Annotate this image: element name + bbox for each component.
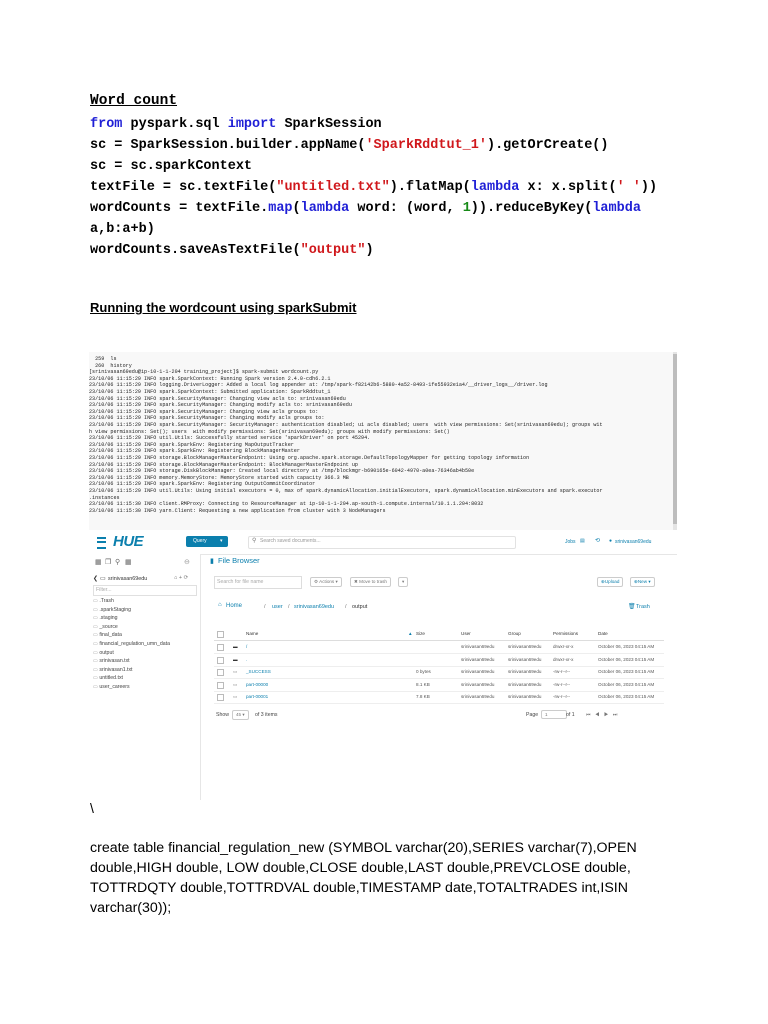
left-file-label: user_careers bbox=[99, 684, 130, 690]
page-value: 1 bbox=[545, 712, 548, 717]
cell-group: srinivasan69edu bbox=[508, 694, 542, 699]
left-file-item[interactable] bbox=[93, 658, 130, 664]
row-checkbox[interactable] bbox=[217, 682, 224, 689]
crumb-slash-3: / bbox=[345, 604, 347, 610]
left-file-item[interactable] bbox=[93, 632, 122, 638]
terminal-line: 23/10/06 11:15:29 INFO spark.SparkContext: Submitted application: SparkRddtut_1 bbox=[89, 389, 331, 395]
move-to-trash-button[interactable]: ✖ Move to trash bbox=[350, 577, 391, 587]
terminal-line: 23/10/06 11:15:29 INFO spark.SecurityManager: Changing view acls to: srinivasan69edu bbox=[89, 395, 346, 402]
home-link[interactable]: Home bbox=[226, 603, 243, 609]
cell-user: srinivasan69edu bbox=[461, 644, 495, 649]
back-icon[interactable]: ❮ bbox=[93, 576, 99, 582]
left-file-item[interactable] bbox=[93, 675, 123, 681]
crumb-user[interactable]: user bbox=[272, 604, 283, 610]
history-icon[interactable]: ⟲ bbox=[595, 538, 601, 544]
code-line-6: a,b:a+b) bbox=[90, 222, 155, 237]
terminal-line: 23/10/06 11:15:30 INFO yarn.Client: Requesting a new application from cluster with 3 NodeManagers bbox=[89, 507, 386, 514]
cell-name[interactable]: part-00000 bbox=[246, 681, 269, 687]
terminal-line: 23/10/06 11:15:29 INFO storage.BlockManagerMasterEndpoint: BlockManagerMasterEndpoint up bbox=[89, 461, 358, 468]
file-icon: ▭ bbox=[93, 649, 100, 656]
actions-label: Actions bbox=[319, 579, 335, 584]
terminal-line: 260 history bbox=[89, 362, 132, 369]
terminal-line: 23/10/06 11:15:29 INFO spark.SecurityManager: Changing modify acls groups to: bbox=[89, 415, 325, 422]
file-browser-icon: ▮ bbox=[210, 558, 214, 565]
select-all-checkbox[interactable] bbox=[217, 631, 224, 638]
show-label: Show bbox=[216, 712, 229, 718]
folder-icon: ▬ bbox=[233, 644, 238, 649]
user-menu[interactable]: srinivasan69edu bbox=[615, 539, 652, 545]
terminal-line: 23/10/06 11:15:29 INFO spark.SecurityManager: Changing view acls groups to: bbox=[89, 408, 319, 415]
menu-icon[interactable] bbox=[97, 537, 106, 549]
jobs-link[interactable]: Jobs bbox=[565, 539, 576, 545]
code-line-4: textFile = sc.textFile("untitled.txt").flatMap(lambda x: x.split(' ')) bbox=[90, 180, 658, 195]
col-date[interactable]: Date bbox=[598, 631, 608, 636]
file-search-placeholder: Search for file name bbox=[217, 579, 264, 585]
code-line-5: wordCounts = textFile.map(lambda word: (word, 1)).reduceByKey(lambda bbox=[90, 201, 641, 216]
search-left-icon[interactable]: ⚲ bbox=[115, 559, 121, 566]
file-icon: ▭ bbox=[93, 684, 100, 690]
file-icon: ▭ bbox=[233, 681, 238, 687]
row-checkbox[interactable] bbox=[217, 694, 224, 701]
cell-name[interactable]: / bbox=[246, 644, 248, 649]
cell-group: srinivasan69edu bbox=[508, 644, 542, 649]
left-file-label: output bbox=[99, 649, 114, 656]
cell-user: srinivasan69edu bbox=[461, 656, 495, 662]
cell-size: 7.8 KB bbox=[416, 694, 430, 699]
left-file-item[interactable] bbox=[93, 684, 130, 690]
cell-name[interactable]: part-00001 bbox=[246, 694, 269, 699]
file-icon: ▭ bbox=[93, 675, 100, 682]
left-file-item[interactable] bbox=[93, 650, 114, 656]
left-file-item[interactable] bbox=[93, 624, 118, 630]
table-row[interactable] bbox=[214, 691, 664, 704]
left-file-label: final_data bbox=[99, 632, 122, 639]
terminal-line: 23/10/06 11:15:29 INFO storage.DiskBlockManager: Created local directory at /tmp/blockmgr-b690165e-6042-4970-a0ea-76346ab4b50e bbox=[89, 468, 475, 475]
left-file-label: _source bbox=[99, 623, 118, 630]
file-icon: ▭ bbox=[93, 666, 100, 673]
file-icon: ▭ bbox=[233, 694, 238, 699]
new-label: New bbox=[637, 579, 648, 584]
crumb-slash-2: / bbox=[288, 604, 290, 610]
left-file-label: .staging bbox=[99, 615, 118, 622]
search-icon: ⚲ bbox=[252, 538, 257, 544]
home-icon: ⌂ bbox=[218, 602, 222, 608]
menu-icon-middle bbox=[97, 541, 106, 543]
col-size[interactable]: Size bbox=[416, 631, 425, 636]
crumb-slash-1: / bbox=[264, 604, 266, 610]
cell-date: October 06, 2023 04:15 AM bbox=[598, 656, 655, 662]
db-icon[interactable]: ▦ bbox=[95, 559, 102, 566]
left-file-label: .sparkStaging bbox=[99, 606, 132, 613]
cell-size: 8.1 KB bbox=[416, 681, 430, 687]
left-path: srinivasan69edu bbox=[108, 576, 148, 582]
upload-label: Upload bbox=[604, 579, 620, 584]
search-placeholder: Search saved documents... bbox=[260, 538, 321, 544]
row-checkbox[interactable] bbox=[217, 669, 224, 676]
trash-link[interactable]: Trash bbox=[636, 604, 650, 610]
jobs-icon: ▤ bbox=[580, 538, 585, 544]
code-line-2: sc = SparkSession.builder.appName('SparkRddtut_1').getOrCreate() bbox=[90, 138, 609, 153]
cell-group: srinivasan69edu bbox=[508, 681, 542, 687]
folder-icon: ▬ bbox=[233, 656, 238, 662]
folder-icon: ▭ bbox=[100, 576, 106, 582]
new-button[interactable]: ⊕New ▾ bbox=[630, 577, 655, 587]
more-button[interactable]: ▾ bbox=[398, 577, 408, 587]
file-icon: ▭ bbox=[93, 598, 100, 604]
terminal-line: [srinivasan69edu@ip-10-1-1-204 training_project]$ spark-submit wordcount.py bbox=[89, 369, 319, 376]
create-table-text: create table financial_regulation_new (SYMBOL varchar(20),SERIES varchar(7),OPEN double,HIGH double, LOW double,CLOSE double,LAST double,PREVCLOSE double, TOTTRDQTY double,TOTTRDVAL double,TIMESTAMP date,TOTALTRADES int,ISIN varchar(30)); bbox=[90, 840, 637, 916]
file-icon: ▭ bbox=[93, 606, 100, 613]
left-file-item[interactable] bbox=[93, 667, 133, 673]
cell-date: October 06, 2023 04:15 AM bbox=[598, 694, 655, 699]
left-file-label: srinivasan1.txt bbox=[99, 666, 133, 673]
show-select[interactable]: 45 ▾ bbox=[232, 710, 249, 720]
terminal-line: 23/10/06 11:15:29 INFO spark.SecurityManager: Changing modify acls to: srinivasan69edu bbox=[89, 402, 352, 409]
terminal-line: 259 ls bbox=[89, 356, 117, 362]
pagination-icons[interactable]: ⏮ ◀ ▶ ⏭ bbox=[586, 712, 618, 718]
cell-size: 0 bytes bbox=[416, 669, 431, 674]
terminal-line: 23/10/06 11:15:29 INFO logging.DriverLogger: Added a local log appender at: /tmp/spark-f82142b6-5880-4a52-8493-1fe55932e1a4/__driver_logs__/driver.log bbox=[89, 382, 548, 389]
col-permissions[interactable]: Permissions bbox=[553, 631, 579, 636]
cell-user: srinivasan69edu bbox=[461, 669, 495, 674]
cell-perm: -rw-r--r-- bbox=[553, 681, 571, 687]
hue-file-browser bbox=[89, 532, 677, 800]
file-icon: ▭ bbox=[93, 623, 100, 630]
terminal-scrollbar[interactable] bbox=[673, 352, 677, 530]
left-file-item[interactable] bbox=[93, 615, 118, 621]
left-file-label: financial_regulation_umn_data bbox=[99, 641, 171, 647]
left-file-item[interactable] bbox=[93, 641, 170, 647]
move-to-trash-label: Move to trash bbox=[359, 579, 387, 584]
col-name[interactable]: Name bbox=[246, 631, 259, 636]
file-icon: ▭ bbox=[93, 658, 100, 665]
left-actions-icons[interactable]: ⌂ + ⟳ bbox=[174, 575, 189, 581]
running-title: Running the wordcount using sparkSubmit bbox=[90, 300, 357, 315]
of-pages: of 1 bbox=[566, 712, 575, 718]
items-count: of 3 items bbox=[255, 712, 278, 718]
col-user[interactable]: User bbox=[461, 631, 471, 636]
terminal-line: 23/10/06 11:15:29 INFO spark.SparkEnv: Registering BlockManagerMaster bbox=[89, 448, 300, 455]
crumb-srinivasan[interactable]: srinivasan69edu bbox=[294, 604, 335, 610]
cell-perm: -rw-r--r-- bbox=[553, 669, 571, 674]
query-caret-icon: ▾ bbox=[220, 538, 223, 544]
collapse-icon[interactable]: ⊖ bbox=[184, 559, 190, 566]
terminal-line: h view permissions: Set(); users with modify permissions: Set(srinivasan69edu); groups with modify permissions: Set() bbox=[89, 428, 450, 435]
page-label: Page bbox=[526, 712, 539, 718]
file-icon: ▭ bbox=[93, 641, 100, 647]
cell-date: October 06, 2023 04:15 AM bbox=[598, 669, 655, 674]
left-file-item[interactable] bbox=[93, 598, 114, 604]
code-line-7: wordCounts.saveAsTextFile("output") bbox=[90, 243, 374, 258]
terminal-line: 23/10/06 11:15:29 INFO spark.SparkContext: Running Spark version 2.4.0-cdh6.2.1 bbox=[89, 375, 331, 382]
file-icon: ▭ bbox=[93, 632, 100, 639]
table-row[interactable] bbox=[214, 641, 664, 654]
page-input[interactable] bbox=[541, 710, 567, 719]
hue-topbar bbox=[89, 532, 677, 555]
file-icon: ▭ bbox=[233, 669, 238, 674]
terminal-line: .instances bbox=[89, 494, 120, 501]
left-file-item[interactable] bbox=[93, 607, 131, 613]
left-filter-placeholder: Filter... bbox=[96, 587, 112, 593]
cell-date: October 06, 2023 04:15 AM bbox=[598, 644, 655, 649]
col-group[interactable]: Group bbox=[508, 631, 521, 636]
left-file-label: untitled.txt bbox=[99, 675, 123, 682]
file-icon: ▭ bbox=[93, 615, 100, 622]
terminal-screenshot bbox=[89, 352, 677, 530]
upload-button[interactable]: ⊕Upload bbox=[597, 577, 623, 587]
terminal-line: 23/10/06 11:15:29 INFO memory.MemoryStore: MemoryStore started with capacity 366.3 MB bbox=[89, 474, 349, 481]
grid-icon[interactable]: ▦ bbox=[125, 559, 132, 566]
cell-user: srinivasan69edu bbox=[461, 681, 495, 687]
terminal-scroll-thumb[interactable] bbox=[673, 354, 677, 524]
left-file-label: .Trash bbox=[99, 598, 114, 604]
query-button-label: Query bbox=[193, 538, 207, 544]
cell-perm: drwxr-xr-x bbox=[553, 644, 574, 649]
terminal-line: 23/10/06 11:15:29 INFO spark.SecurityManager: SecurityManager: authentication disabled; ui acls disabled; users with view permissions: Set(srinivasan69edu); groups wit bbox=[89, 422, 603, 428]
cell-perm: -rw-r--r-- bbox=[553, 694, 571, 699]
sort-icon[interactable]: ▲ bbox=[408, 631, 413, 636]
table-row[interactable] bbox=[214, 654, 664, 667]
code-line-3: sc = sc.sparkContext bbox=[90, 159, 253, 174]
docs-icon[interactable]: ❐ bbox=[105, 559, 112, 566]
table-row[interactable] bbox=[214, 666, 664, 679]
table-header bbox=[214, 628, 664, 641]
row-checkbox[interactable] bbox=[217, 644, 224, 651]
word-count-title: Word count bbox=[90, 93, 178, 109]
terminal-line: 23/10/06 11:15:29 INFO util.Utils: Using initial executors = 0, max of spark.dynamicAllocation.initialExecutors, spark.dynamicAllocation.minExecutors and spark.executor bbox=[89, 488, 603, 494]
show-value: 45 bbox=[236, 712, 242, 717]
terminal-line: 23/10/06 11:15:29 INFO storage.BlockManagerMasterEndpoint: Using org.apache.spark.storage.DefaultTopologyMapper for getting topology information bbox=[89, 455, 530, 461]
cell-perm: drwxr-xr-x bbox=[553, 656, 574, 662]
hue-left-panel bbox=[89, 554, 201, 800]
crumb-output: output bbox=[352, 604, 368, 610]
row-checkbox[interactable] bbox=[217, 657, 224, 664]
terminal-line: 23/10/06 11:15:29 INFO spark.SparkEnv: Registering OutputCommitCoordinator bbox=[89, 481, 316, 488]
cell-group: srinivasan69edu bbox=[508, 669, 542, 674]
cell-user: srinivasan69edu bbox=[461, 694, 495, 699]
table-row[interactable] bbox=[214, 679, 664, 692]
file-browser-title: File Browser bbox=[218, 556, 260, 565]
cell-group: srinivasan69edu bbox=[508, 656, 542, 662]
trash-icon: 🗑 bbox=[628, 604, 636, 610]
actions-button[interactable]: ⚙ Actions ▾ bbox=[310, 577, 342, 587]
user-icon: ● bbox=[609, 538, 613, 544]
terminal-line: 23/10/06 11:15:30 INFO client.RMProxy: Connecting to ResourceManager at ip-10-1-1-204.ap-south-1.compute.internal/10.1.1.204:8032 bbox=[89, 501, 484, 508]
cell-name[interactable]: _SUCCESS bbox=[246, 669, 271, 674]
terminal-line: 23/10/06 11:15:29 INFO util.Utils: Successfully started service 'sparkDriver' on port 45294. bbox=[89, 435, 371, 442]
cell-date: October 06, 2023 04:15 AM bbox=[598, 681, 655, 687]
left-file-label: srinivasan.txt bbox=[99, 658, 130, 665]
terminal-line: 23/10/06 11:15:29 INFO spark.SparkEnv: Registering MapOutputTracker bbox=[89, 441, 294, 448]
code-line-1: from pyspark.sql import SparkSession bbox=[90, 117, 382, 132]
hue-logo: HUE bbox=[113, 533, 144, 550]
cell-name[interactable]: . bbox=[246, 656, 248, 662]
backslash-text: \ bbox=[90, 800, 94, 816]
